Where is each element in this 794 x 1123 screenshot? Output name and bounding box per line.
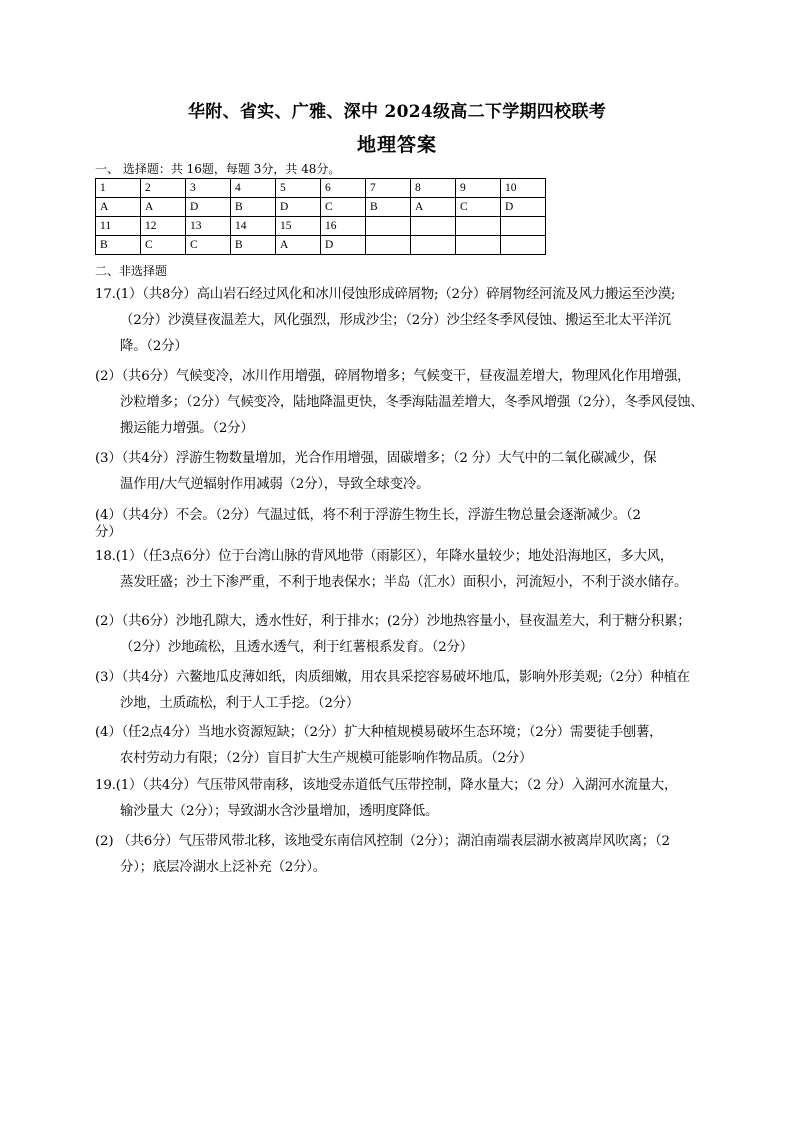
- answer-line: (2) （共6分）气压带风带北移，该地受东南信风控制（2分）；湖泊南端表层湖水被离岸风吹离；（2: [95, 834, 670, 849]
- section-2-heading: 二、非选择题: [95, 264, 168, 278]
- answer-table-cell: D: [186, 198, 231, 217]
- answer-line: 蒸发旺盛；沙土下渗严重，不利于地表保水；半岛（汇水）面积小，河流短小，不利于淡水储存。: [120, 575, 688, 590]
- answer-table-cell: [411, 217, 456, 236]
- answer-table-row: [96, 236, 546, 255]
- answer-table-cell: 9: [456, 179, 501, 198]
- answer-table-cell: B: [231, 198, 276, 217]
- answer-table-cell: 13: [186, 217, 231, 236]
- answer-table-cell: [366, 236, 411, 255]
- answer-table-row: [96, 198, 546, 217]
- answer-line: 分）: [95, 525, 122, 540]
- section-1-heading: 一、 选择题：共 16题，每题 3分，共 48分。: [95, 162, 341, 176]
- answer-table-cell: 11: [96, 217, 141, 236]
- answer-table-cell: 15: [276, 217, 321, 236]
- answer-line: (2）（共6分）气候变冷，冰川作用增强，碎屑物增多；气候变干，昼夜温差增大，物理风化作用增强，: [95, 369, 691, 384]
- answer-table-cell: 14: [231, 217, 276, 236]
- answer-table-cell: [501, 236, 546, 255]
- answer-table-cell: [456, 236, 501, 255]
- answer-table-cell: 8: [411, 179, 456, 198]
- answer-table-cell: 2: [141, 179, 186, 198]
- answer-table-cell: C: [141, 236, 186, 255]
- answer-line: 17.(1）（共8分）高山岩石经过风化和冰川侵蚀形成碎屑物;（2分）碎屑物经河流及风力搬运至沙漠;: [95, 287, 676, 302]
- answer-table-cell: 12: [141, 217, 186, 236]
- answer-table-cell: D: [321, 236, 366, 255]
- answer-table-cell: 5: [276, 179, 321, 198]
- answer-line: 输沙量大（2分）；导致湖水含沙量增加，透明度降低。: [120, 804, 439, 819]
- answer-line: （2分）沙地疏松，且透水透气，利于红薯根系发育。（2分）: [120, 640, 473, 655]
- answer-table-cell: B: [96, 236, 141, 255]
- answer-table-cell: A: [96, 198, 141, 217]
- choice-answer-table: [95, 178, 546, 255]
- answer-table-cell: C: [456, 198, 501, 217]
- answer-table-cell: D: [501, 198, 546, 217]
- answer-line: 农村劳动力有限；（2分）盲目扩大生产规模可能影响作物品质。（2分）: [120, 751, 533, 766]
- answer-table-cell: 6: [321, 179, 366, 198]
- answer-line: 19.(1）（共4分）气压带风带南移，该地受赤道低气压带控制，降水量大；（2 分）入湖河水流量大，: [95, 778, 678, 793]
- answer-line: (3）（共4分）六鳌地瓜皮薄如纸，肉质细嫩，用农具采挖容易破坏地瓜，影响外形美观;（2分）种植在: [95, 670, 690, 685]
- answer-line: 分）；底层冷湖水上泛补充（2分）。: [120, 860, 326, 875]
- answer-line: 沙粒增多；（2分）气候变冷，陆地降温更快，冬季海陆温差增大，冬季风增强（2分），冬季风侵蚀、: [120, 395, 704, 410]
- answer-table-cell: [501, 217, 546, 236]
- answer-line: (4）（共4分）不会。（2分）气温过低，将不利于浮游生物生长，浮游生物总量会逐渐减少。（2: [95, 508, 641, 523]
- answer-table-row: [96, 179, 546, 198]
- answer-table-cell: [366, 217, 411, 236]
- answer-line: 降。（2分）: [120, 339, 188, 354]
- answer-table-cell: C: [321, 198, 366, 217]
- answer-table-row: [96, 217, 546, 236]
- answer-line: (4）（任2点4分）当地水资源短缺；（2分）扩大种植规模易破坏生态环境；（2分）需要徒手刨薯，: [95, 725, 663, 740]
- answer-table-cell: [456, 217, 501, 236]
- answer-table-cell: D: [276, 198, 321, 217]
- answer-table-cell: A: [276, 236, 321, 255]
- answer-table-cell: 7: [366, 179, 411, 198]
- answer-table-cell: A: [141, 198, 186, 217]
- answer-table-cell: 1: [96, 179, 141, 198]
- answer-table-cell: 4: [231, 179, 276, 198]
- answer-line: 搬运能力增强。（2分）: [120, 421, 254, 436]
- answer-table-cell: C: [186, 236, 231, 255]
- answer-table-cell: 10: [501, 179, 546, 198]
- answer-table-cell: [411, 236, 456, 255]
- answer-title: 地理答案: [356, 134, 437, 156]
- answer-line: (3）（共4分）浮游生物数量增加，光合作用增强，固碳增多；（2 分）大气中的二氧化碳减少，保: [95, 451, 657, 466]
- exam-title: 华附、省实、广雅、深中 2024级高二下学期四校联考: [187, 102, 607, 122]
- answer-table-cell: B: [231, 236, 276, 255]
- answer-table-cell: B: [366, 198, 411, 217]
- answer-line: (2）（共6分）沙地孔隙大，透水性好，利于排水；(2分）沙地热容量小，昼夜温差大，利于糖分积累；: [95, 614, 691, 629]
- answer-line: 温作用/大气逆辐射作用减弱（2分），导致全球变冷。: [120, 477, 430, 492]
- answer-line: 18.(1）（任3点6分）位于台湾山脉的背风地带（雨影区），年降水量较少；地处沿海地区，多大风，: [95, 549, 674, 564]
- answer-table-cell: 3: [186, 179, 231, 198]
- answer-table-cell: 16: [321, 217, 366, 236]
- answer-table-cell: A: [411, 198, 456, 217]
- answer-line: （2分）沙漠昼夜温差大，风化强烈，形成沙尘；（2分）沙尘经冬季风侵蚀、搬运至北太平洋沉: [120, 313, 671, 328]
- answer-line: 沙地，土质疏松，利于人工手挖。（2分）: [120, 696, 360, 711]
